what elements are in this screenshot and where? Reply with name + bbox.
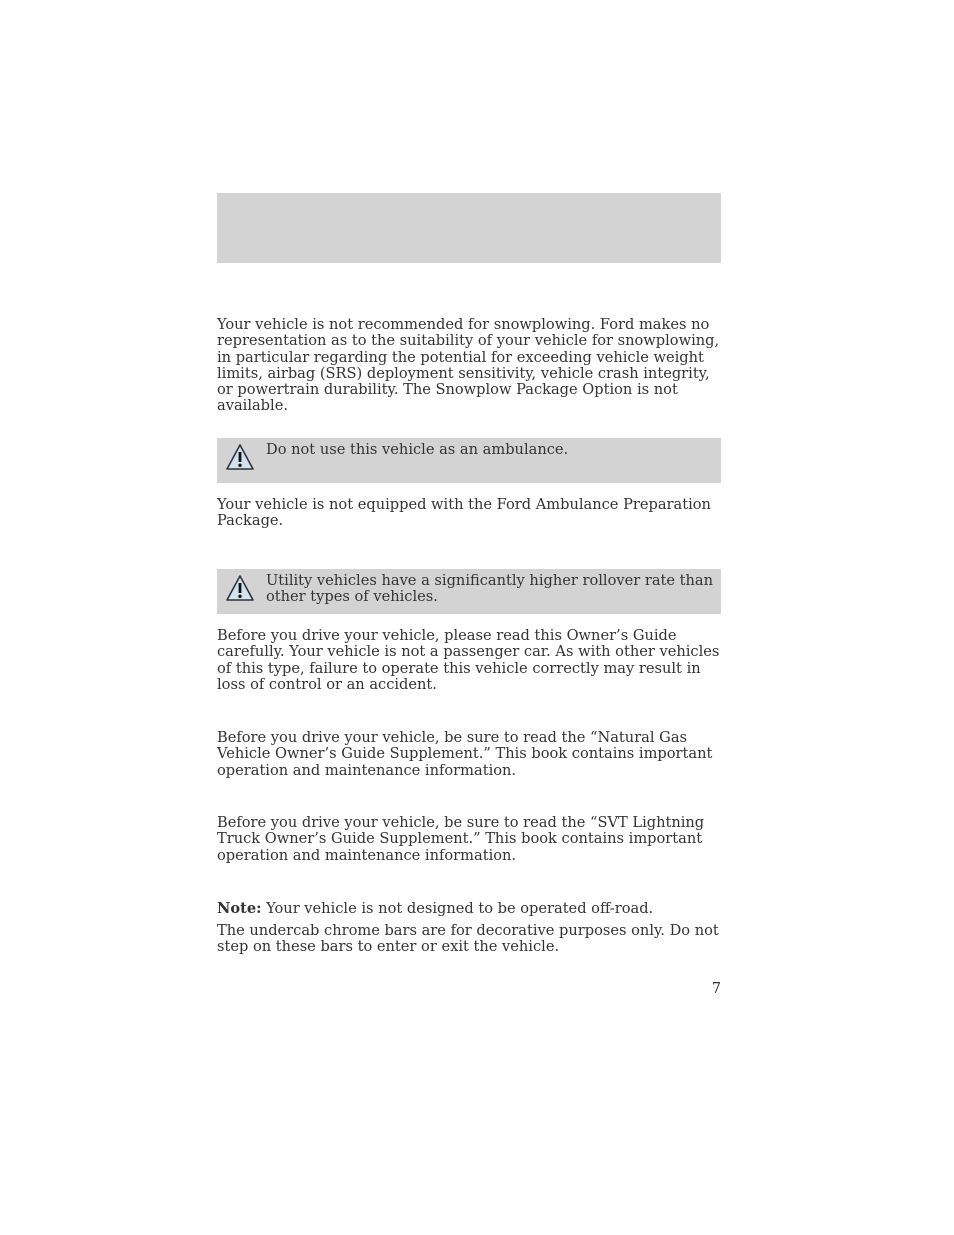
warning-text-rollover: Utility vehicles have a significantly higher rollover rate than other types of vehicles.	[266, 572, 714, 606]
note-label: Note:	[217, 900, 262, 917]
note-paragraph	[217, 901, 721, 917]
warning-box-rollover	[217, 569, 721, 614]
natural-gas-paragraph: Before you drive your vehicle, be sure to read the “Natural Gas Vehicle Owner’s Guide Supplement.” This book contains important operation and maintenance information.	[217, 729, 713, 779]
page-number: 7	[711, 980, 721, 997]
section-header-band	[217, 193, 721, 263]
warning-triangle-icon	[225, 443, 255, 471]
svt-lightning-paragraph: Before you drive your vehicle, be sure to read the “SVT Lightning Truck Owner’s Guide Supplement.” This book contains important operation and maintenance information.	[217, 814, 705, 864]
chrome-bars-paragraph: The undercab chrome bars are for decorative purposes only. Do not step on these bars to enter or exit the vehicle.	[217, 922, 719, 956]
warning-text-ambulance: Do not use this vehicle as an ambulance.	[266, 441, 569, 458]
owners-guide-paragraph: Before you drive your vehicle, please read this Owner’s Guide carefully. Your vehicle is not a passenger car. As with other vehicles of this type, failure to operate this vehicle correctly may result in loss of control or an accident.	[217, 627, 720, 693]
note-text: Your vehicle is not designed to be operated off-road.	[261, 900, 654, 917]
ambulance-paragraph: Your vehicle is not equipped with the Ford Ambulance Preparation Package.	[217, 496, 711, 530]
warning-triangle-icon	[225, 574, 255, 602]
warning-box-ambulance	[217, 438, 721, 483]
snowplow-paragraph: Your vehicle is not recommended for snowplowing. Ford makes no representation as to the suitability of your vehicle for snowplowing, in particular regarding the potential for exceeding vehicle weight limits, airbag (SRS) deployment sensitivity, vehicle crash integrity, or powertrain durability. The Snowplow Package Option is not available.	[217, 316, 720, 415]
